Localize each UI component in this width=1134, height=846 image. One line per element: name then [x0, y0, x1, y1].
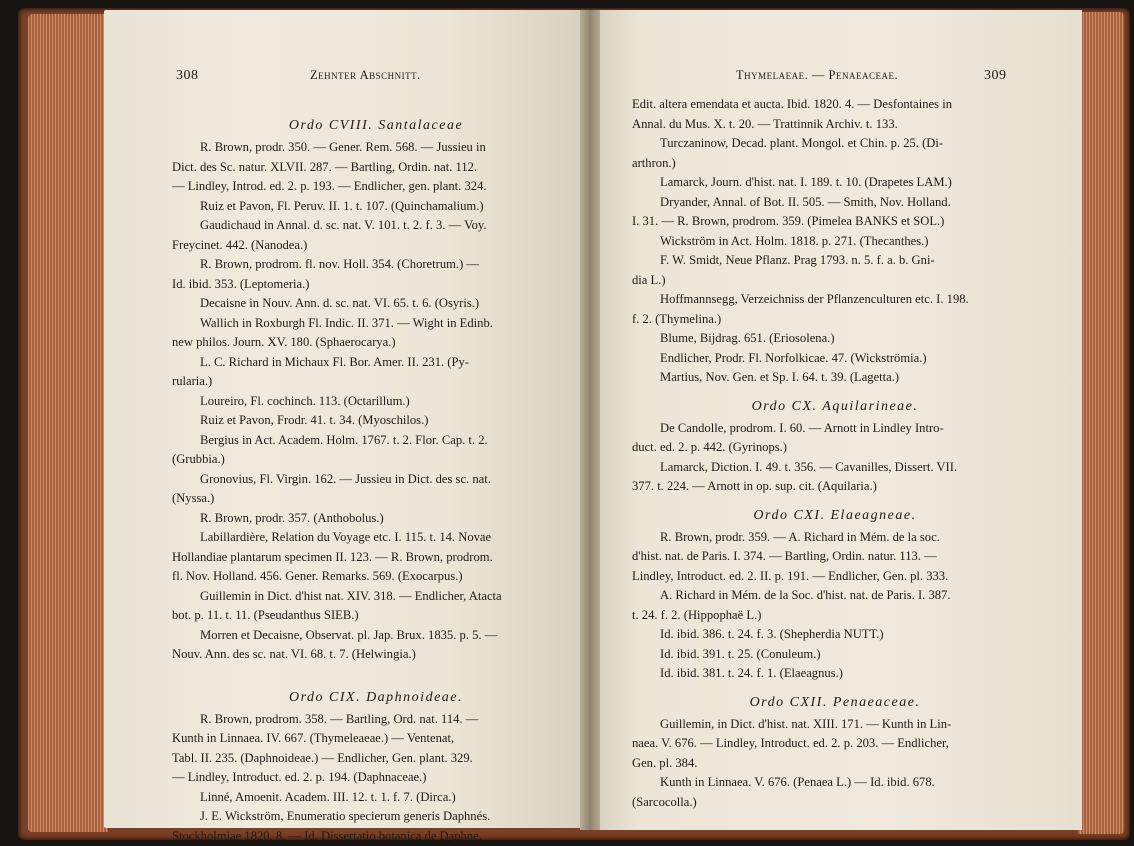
citation-line: new philos. Journ. XV. 180. (Sphaerocarya.) — [172, 335, 396, 349]
citation-line: Edit. altera emendata et aucta. Ibid. 1820. 4. — Desfontaines in — [632, 97, 952, 111]
citation-line: Guillemin, in Dict. d'hist. nat. XIII. 171. — Kunth in Lin- — [660, 716, 952, 731]
citation-line: Linné, Amoenit. Academ. III. 12. t. 1. f. 7. (Dirca.) — [200, 789, 456, 804]
citation-line: Turczaninow, Decad. plant. Mongol. et Chin. p. 25. (Di- — [660, 136, 944, 150]
citation-line: Id. ibid. 391. t. 25. (Conuleum.) — [660, 646, 821, 661]
citation-line: Wickström in Act. Holm. 1818. p. 271. (Thecanthes.) — [660, 233, 929, 248]
citation-line: Martius, Nov. Gen. et Sp. I. 64. t. 39. (Lagetta.) — [660, 370, 900, 384]
citation-line: J. E. Wickström, Enumeratio specierum generis Daphnés. — [200, 809, 491, 823]
right-running-head: Thymelaeae. — Penaeaceae. — [736, 68, 899, 82]
right-text-column — [632, 95, 1010, 812]
citation-line: Id. ibid. 353. (Leptomeria.) — [172, 276, 310, 291]
citation-line: De Candolle, prodrom. I. 60. — Arnott in Lindley Intro- — [660, 420, 944, 435]
page-edges-left — [28, 14, 108, 832]
citation-line: bot. p. 11. t. 11. (Pseudanthus SIEB.) — [172, 608, 359, 622]
citation-line: Lamarck, Journ. d'hist. nat. I. 189. t. 10. (Drapetes LAM.) — [660, 175, 952, 189]
citation-line: (Sarcocolla.) — [632, 794, 697, 809]
citation-line: Lamarck, Diction. I. 49. t. 356. — Cavanilles, Dissert. VII. — [660, 459, 958, 474]
citation-line: Ruiz et Pavon, Frodr. 41. t. 34. (Myoschilos.) — [200, 413, 429, 427]
citation-line: Wallich in Roxburgh Fl. Indic. II. 371. — Wight in Edinb. — [200, 315, 493, 330]
citation-line: L. C. Richard in Michaux Fl. Bor. Amer. II. 231. (Py- — [200, 354, 469, 369]
citation-line: Loureiro, Fl. cochinch. 113. (Octarillum.) — [200, 393, 410, 408]
section-heading: Ordo CXII. Penaeaceae. — [749, 694, 921, 710]
citation-line: Dict. des Sc. natur. XLVII. 287. — Bartling, Ordin. nat. 112. — [172, 159, 478, 174]
citation-line: Dryander, Annal. of Bot. II. 505. — Smith, Nov. Holland. — [660, 194, 951, 209]
citation-line: R. Brown, prodrom. fl. nov. Holl. 354. (Choretrum.) — — [200, 257, 480, 271]
citation-line: Annal. du Mus. X. t. 20. — Trattinnik Archiv. t. 133. — [632, 116, 898, 131]
citation-line: — Lindley, Introduct. ed. 2. p. 194. (Daphnaceae.) — [172, 770, 427, 784]
section-heading: Ordo CXI. Elaeagneae. — [753, 507, 917, 523]
citation-line: R. Brown, prodr. 359. — A. Richard in Mém. de la soc. — [660, 529, 940, 544]
citation-line: arthron.) — [632, 155, 676, 170]
citation-line: Guillemin in Dict. d'hist nat. XIV. 318. — Endlicher, Atacta — [200, 588, 502, 603]
citation-line: Hoffmannsegg, Verzeichniss der Pflanzenculturen etc. I. 198. — [660, 292, 969, 306]
section-heading: Ordo CIX. Daphnoideae. — [288, 689, 464, 705]
citation-line: Gaudichaud in Annal. d. sc. nat. V. 101. t. 2. f. 3. — Voy. — [200, 218, 487, 232]
citation-line: Bergius in Act. Academ. Holm. 1767. t. 2. Flor. Cap. t. 2. — [200, 432, 488, 447]
section-heading: Ordo CX. Aquilarineae. — [751, 398, 919, 414]
citation-line: (Nyssa.) — [172, 491, 215, 505]
book-gutter — [580, 10, 600, 830]
citation-line: Nouv. Ann. des sc. nat. VI. 68. t. 7. (Helwingia.) — [172, 647, 416, 661]
citation-line: A. Richard in Mém. de la Soc. d'hist. nat. de Paris. I. 387. — [660, 588, 951, 602]
citation-line: R. Brown, prodr. 350. — Gener. Rem. 568. — Jussieu in — [200, 140, 486, 154]
citation-line: dia L.) — [632, 272, 666, 287]
left-text-column — [172, 113, 552, 846]
citation-line: Tabl. II. 235. (Daphnoideae.) — Endlicher, Gen. plant. 329. — [172, 750, 473, 765]
citation-line: Labillardière, Relation du Voyage etc. I. 115. t. 14. Novae — [200, 530, 492, 544]
citation-line: d'hist. nat. de Paris. I. 374. — Bartling, Ordin. natur. 113. — — [632, 549, 937, 563]
citation-line: R. Brown, prodrom. 358. — Bartling, Ord. nat. 114. — — [200, 711, 479, 726]
citation-line: Blume, Bijdrag. 651. (Eriosolena.) — [660, 331, 835, 345]
citation-line: Freycinet. 442. (Nanodea.) — [172, 237, 308, 252]
citation-line: 377. t. 224. — Arnott in op. sup. cit. (Aquilaria.) — [632, 479, 877, 493]
citation-line: Gronovius, Fl. Virgin. 162. — Jussieu in Dict. des sc. nat. — [200, 471, 491, 486]
citation-line: Id. ibid. 381. t. 24. f. 1. (Elaeagnus.) — [660, 666, 843, 680]
right-page-number: 309 — [984, 68, 1007, 83]
citation-line: Id. ibid. 386. t. 24. f. 3. (Shepherdia NUTT.) — [660, 627, 884, 641]
citation-line: F. W. Smidt, Neue Pflanz. Prag 1793. n. 5. f. a. b. Gni- — [660, 253, 935, 267]
citation-line: Hollandiae plantarum specimen II. 123. — R. Brown, prodrom. — [172, 549, 493, 564]
citation-line: I. 31. — R. Brown, prodrom. 359. (Pimelea BANKS et SOL.) — [632, 214, 945, 228]
left-running-head: Zehnter Abschnitt. — [310, 68, 421, 82]
citation-line: Decaisne in Nouv. Ann. d. sc. nat. VI. 65. t. 6. (Osyris.) — [200, 296, 480, 310]
citation-line: Gen. pl. 384. — [632, 755, 698, 770]
citation-line: rularia.) — [172, 374, 213, 388]
citation-line: Ruiz et Pavon, Fl. Peruv. II. 1. t. 107. (Quinchamalium.) — [200, 198, 484, 213]
citation-line: duct. ed. 2. p. 442. (Gyrinops.) — [632, 440, 787, 454]
citation-line: f. 2. (Thymelina.) — [632, 311, 722, 326]
citation-line: Stockholmiae 1820. 8. — Id. Dissertatio botanica de Daphne. — [172, 828, 482, 843]
citation-line: R. Brown, prodr. 357. (Anthobolus.) — [200, 510, 384, 525]
citation-line: fl. Nov. Holland. 456. Gener. Remarks. 569. (Exocarpus.) — [172, 569, 463, 583]
citation-line: Kunth in Linnaea. V. 676. (Penaea L.) — Id. ibid. 678. — [660, 775, 935, 789]
citation-line: Morren et Decaisne, Observat. pl. Jap. Brux. 1835. p. 5. — — [200, 627, 498, 642]
citation-line: (Grubbia.) — [172, 452, 225, 466]
citation-line: — Lindley, Introd. ed. 2. p. 193. — Endlicher, gen. plant. 324. — [172, 179, 487, 193]
citation-line: Endlicher, Prodr. Fl. Norfolkicae. 47. (Wickströmia.) — [660, 350, 927, 365]
page-edges-right — [1078, 12, 1124, 834]
citation-line: naea. V. 676. — Lindley, Introduct. ed. 2. p. 203. — Endlicher, — [632, 736, 949, 750]
citation-line: Lindley, Introduct. ed. 2. II. p. 191. — Endlicher, Gen. pl. 333. — [632, 568, 949, 583]
left-page-number: 308 — [176, 68, 199, 83]
citation-line: Kunth in Linnaea. IV. 667. (Thymeleaeae.) — Ventenat, — [172, 731, 455, 745]
section-heading: Ordo CVIII. Santalaceae — [288, 118, 464, 133]
citation-line: t. 24. f. 2. (Hippophaë L.) — [632, 607, 762, 622]
